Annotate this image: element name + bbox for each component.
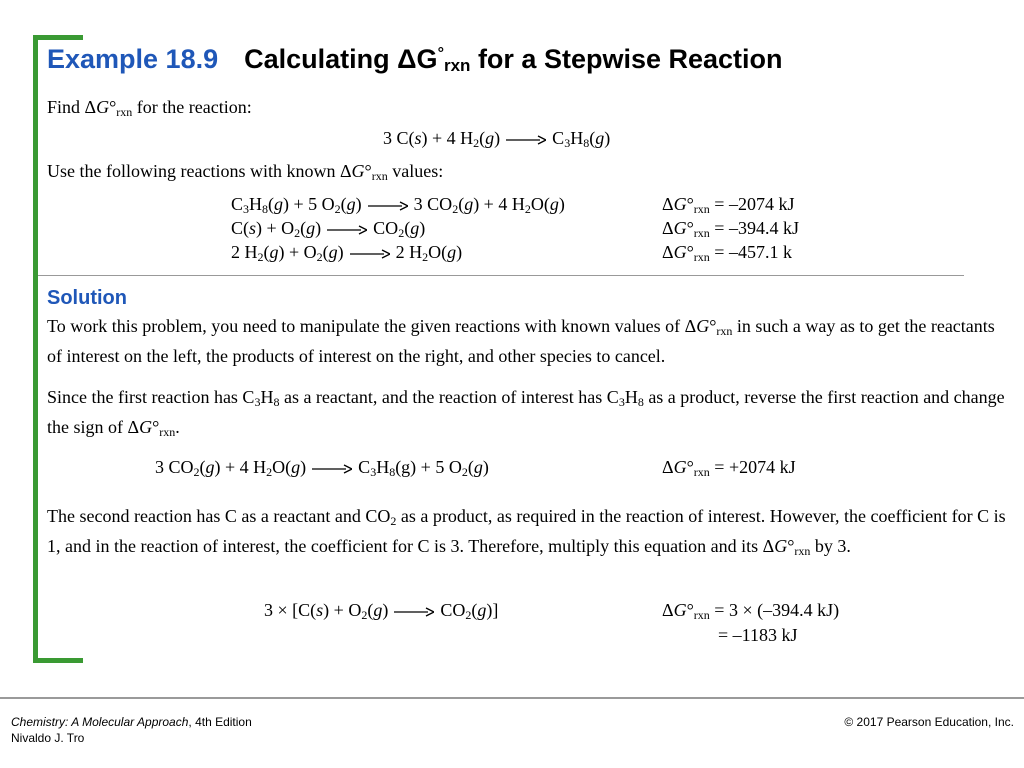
reaction-arrow-icon [312, 464, 352, 474]
reaction-arrow-icon [368, 201, 408, 211]
reaction-arrow-icon [327, 225, 367, 235]
reaction-arrow-icon [506, 135, 546, 145]
title-text: Calculating $\Delta G^\circ_{rxn}$ for a Stepwise Reaction [244, 44, 783, 75]
footer-author: Nivaldo J. Tro [11, 731, 85, 745]
find-text: Find $\Delta G^\circ_{rxn}$ for the reaction: [47, 97, 252, 119]
solution-paragraph-3: The second reaction has C as a reactant and $CO_2$ as a product, as required in the reaction of interest. However, the coefficient for C is 1, and in the reaction of interest, the coefficient for C is 3. Therefore, multiply this equation and its $\Delta G^\circ_{rxn}$ by 3. [47, 506, 1006, 558]
solution-heading: Solution [47, 287, 127, 309]
footer-divider [0, 697, 1024, 699]
footer-book-title: Chemistry: A Molecular Approach, 4th Edition [11, 715, 252, 729]
footer-copyright: © 2017 Pearson Education, Inc. [844, 715, 1014, 729]
use-text: Use the following reactions with known $\Delta G^\circ_{rxn}$ values: [47, 161, 444, 183]
reaction-arrow-icon [394, 607, 434, 617]
example-number: Example 18.9 [47, 44, 219, 74]
given-reaction-1: $C_3H_8(g) + 5$ $O_2(g)$ 3 $CO_2(g) + 4$ $H_2O(g)$ [231, 194, 565, 216]
solution-paragraph-1: To work this problem, you need to manipulate the given reactions with known values of $\Delta G^\circ_{rxn}$ in such a way as to get the reactants of interest on the left, the products of interest on the right, and other species to cancel. [47, 316, 995, 366]
target-reaction: 3 C(s) + 4 $H_2(g)$ $C_3H_8(g)$ [383, 128, 611, 150]
given-dg-3: $\Delta G^\circ_{rxn} = -457.1$ k [662, 242, 792, 264]
reversed-dg: $\Delta G^\circ_{rxn} = +2074$ kJ [662, 457, 796, 479]
solution-paragraph-2: Since the first reaction has $C_3H_8$ as a reactant, and the reaction of interest has $C_3H_8$ as a product, reverse the first reaction and change the sign of $\Delta G^\circ_{rxn}$. [47, 387, 1005, 439]
multiplied-result: = –1183 kJ [718, 625, 798, 645]
green-bracket [33, 35, 38, 663]
reaction-arrow-icon [350, 249, 390, 259]
multiplied-dg: $\Delta G^\circ_{rxn} = 3 \times (-394.4$ kJ) [662, 600, 840, 622]
slide-title [47, 44, 783, 76]
given-reaction-3: 2 $H_2(g) + O_2(g)$ 2 $H_2O(g)$ [231, 242, 463, 264]
given-reaction-2: $C(s) + O_2(g)$ $CO_2(g)$ [231, 218, 426, 240]
section-divider [38, 275, 964, 276]
green-bracket-top [33, 35, 83, 40]
given-dg-1: $\Delta G^\circ_{rxn} = -2074$ kJ [662, 194, 795, 216]
multiplied-reaction: $3 \times [C(s) + O_2(g)$ $CO_2(g)$] [264, 600, 499, 622]
green-bracket-bottom [33, 658, 83, 663]
reversed-reaction: 3 $CO_2(g) + 4$ $H_2O(g) C_3H_8(g) + 5$ $O_2(g)$ [155, 457, 489, 479]
given-dg-2: $\Delta G^\circ_{rxn} = -394.4$ kJ [662, 218, 799, 240]
